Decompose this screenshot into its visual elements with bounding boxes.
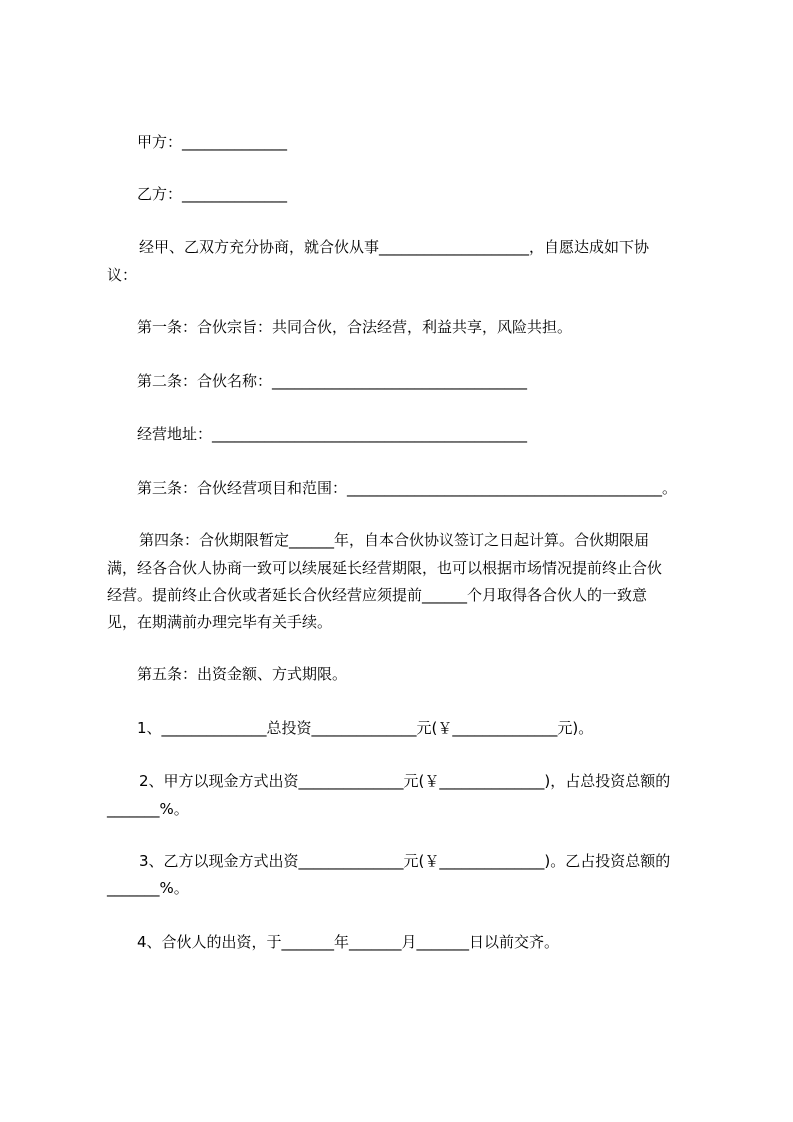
intro-line-2: 议： xyxy=(107,266,138,284)
party-a-line: 甲方：______________ xyxy=(137,133,288,151)
article-4-line-2: 满，经各合伙人协商一致可以续展延长经营期限，也可以根据市场情况提前终止合伙 xyxy=(107,559,663,577)
item-2-line-1: 2、甲方以现金方式出资______________元(￥______________)，占总投资总额的 xyxy=(139,772,671,790)
item-3-line-1: 3、乙方以现金方式出资______________元(￥______________)。乙占投资总额的 xyxy=(139,852,671,870)
party-b-line: 乙方：______________ xyxy=(137,185,288,203)
item-4: 4、合伙人的出资，于_______年_______月_______日以前交齐。 xyxy=(137,933,560,951)
item-1: 1、______________总投资______________元(￥______________元)。 xyxy=(137,719,594,737)
article-2: 第二条：合伙名称：__________________________________ xyxy=(137,372,528,390)
article-4-line-3: 经营。提前终止合伙或者延长合伙经营应须提前______个月取得各合伙人的一致意 xyxy=(107,586,648,604)
item-2-line-2: _______%。 xyxy=(107,800,189,818)
article-5: 第五条：出资金额、方式期限。 xyxy=(137,665,348,683)
item-3-line-2: _______%。 xyxy=(107,879,189,897)
article-4-line-4: 见，在期满前办理完毕有关手续。 xyxy=(107,613,333,631)
article-4-line-1: 第四条：合伙期限暂定______年，自本合伙协议签订之日起计算。合伙期限届 xyxy=(139,531,650,549)
intro-line-1: 经甲、乙双方充分协商，就合伙从事____________________，自愿达成如下协 xyxy=(139,238,650,256)
business-address: 经营地址：__________________________________________ xyxy=(137,425,528,443)
article-1: 第一条：合伙宗旨：共同合伙，合法经营，利益共享，风险共担。 xyxy=(137,318,573,336)
article-3: 第三条：合伙经营项目和范围：__________________________________________。 xyxy=(137,479,678,497)
